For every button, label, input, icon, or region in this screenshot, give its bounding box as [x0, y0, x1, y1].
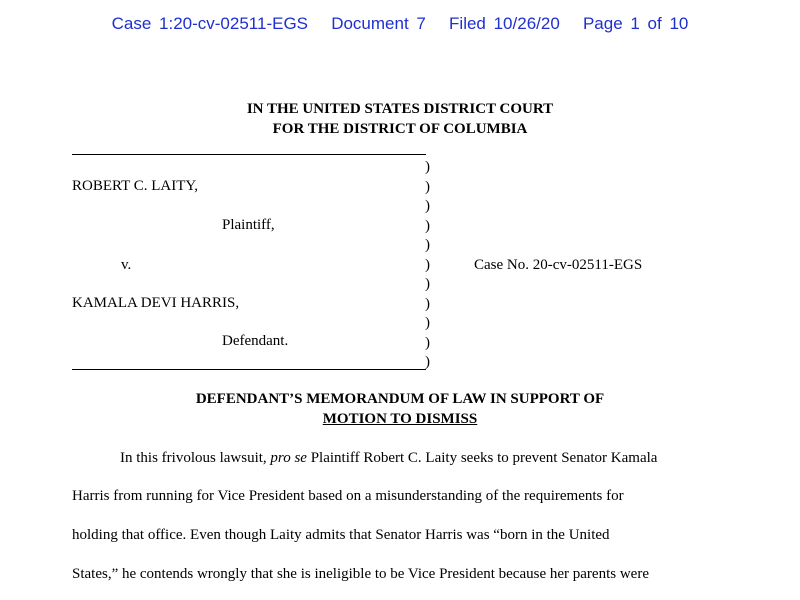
ecf-header — [0, 14, 800, 34]
caption-paren: ) — [425, 159, 430, 175]
ecf-document-number: Document 7 — [331, 14, 426, 33]
defendant-role: Defendant. — [222, 333, 289, 349]
versus-label: v. — [121, 257, 132, 273]
plaintiff-name: ROBERT C. LAITY, — [72, 178, 199, 194]
caption-paren: ) — [425, 295, 430, 312]
body-line-1-post: Plaintiff Robert C. Laity seeks to prevent Senator Kamala — [306, 450, 658, 466]
court-title-line1: IN THE UNITED STATES DISTRICT COURT — [246, 101, 554, 117]
ecf-case-number: Case 1:20-cv-02511-EGS — [111, 14, 309, 33]
ecf-filed-date: Filed 10/26/20 — [449, 14, 560, 33]
memo-title-line2-text: MOTION TO DISMISS — [322, 411, 478, 427]
memo-title-line2 — [0, 411, 800, 428]
memo-title-line1: DEFENDANT’S MEMORANDUM OF LAW IN SUPPORT OF — [195, 391, 605, 407]
caption-paren: ) — [425, 178, 430, 195]
caption-top-rule — [72, 154, 426, 155]
caption-paren-column — [425, 158, 437, 373]
caption-paren: ) — [425, 354, 430, 370]
ecf-page-number: Page 1 of 10 — [582, 14, 689, 33]
caption-paren: ) — [425, 334, 430, 351]
body-line-2: Harris from running for Vice President based on a misunderstanding of the requirements for — [72, 488, 624, 504]
caption-paren: ) — [425, 198, 430, 214]
caption-paren: ) — [425, 256, 430, 273]
court-title-line2: FOR THE DISTRICT OF COLUMBIA — [272, 121, 528, 137]
case-number: Case No. 20-cv-02511-EGS — [474, 257, 643, 273]
caption-paren: ) — [425, 276, 430, 292]
caption-paren: ) — [425, 237, 430, 253]
body-line-4: States,” he contends wrongly that she is ineligible to be Vice President because her parents were — [72, 566, 649, 582]
body-line-1-italic: pro se — [270, 450, 307, 466]
body-line-3: holding that office. Even though Laity admits that Senator Harris was “born in the United — [72, 527, 610, 543]
defendant-name: KAMALA DEVI HARRIS, — [72, 295, 240, 311]
body-line-1 — [120, 450, 657, 467]
caption-paren: ) — [425, 315, 430, 331]
plaintiff-role: Plaintiff, — [222, 217, 275, 233]
body-line-1-pre: In this frivolous lawsuit, — [120, 450, 271, 466]
caption-paren: ) — [425, 217, 430, 234]
caption-bottom-rule — [72, 369, 426, 370]
